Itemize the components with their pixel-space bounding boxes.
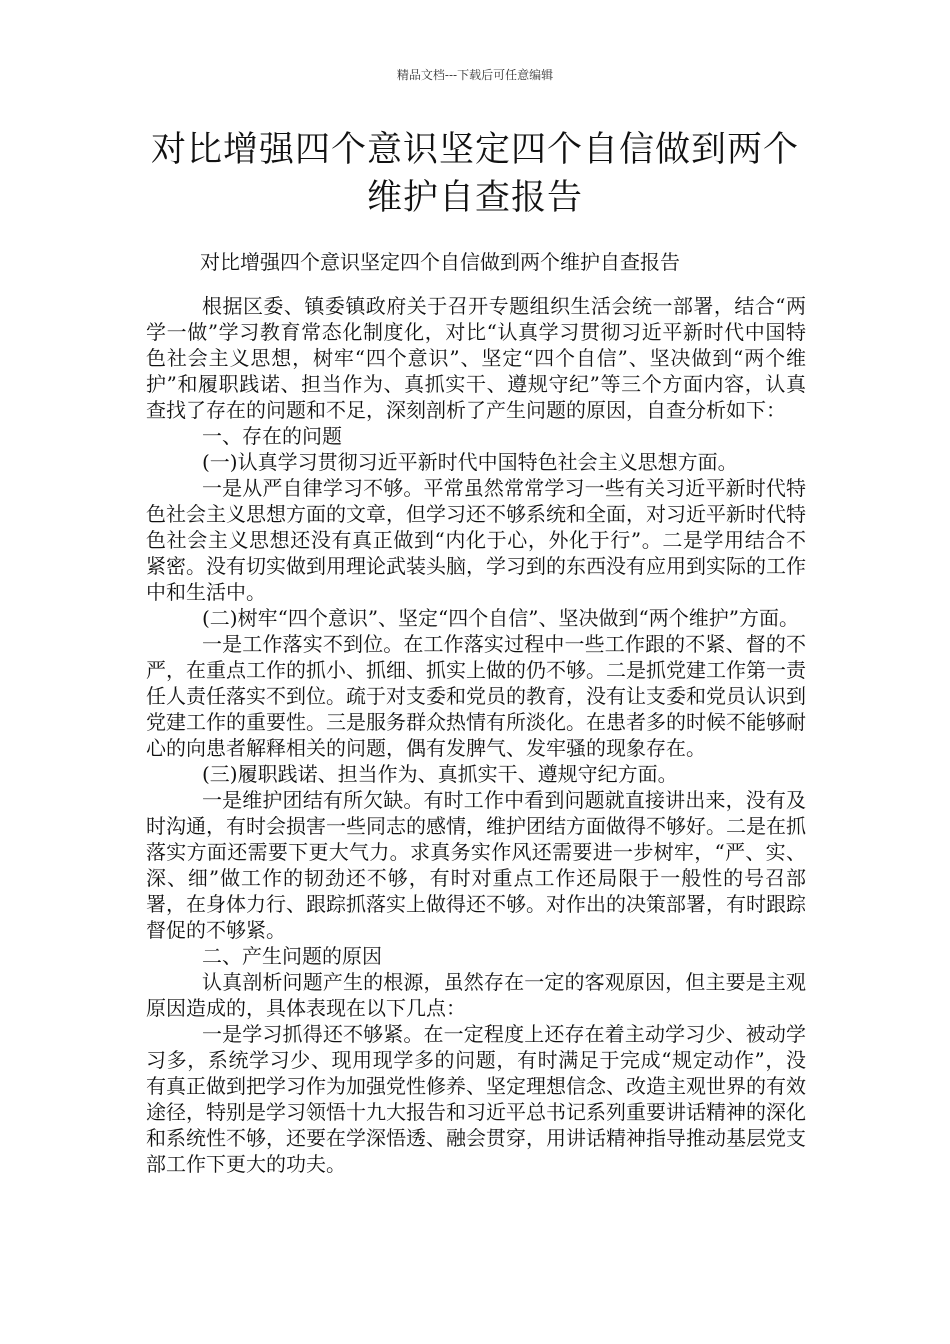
document-subtitle: 对比增强四个意识坚定四个自信做到两个维护自查报告 — [200, 250, 680, 274]
section-heading-problems: 一、存在的问题 — [202, 424, 342, 448]
paragraph-1: 一是从严自律学习不够。平常虽然常常学习一些有关习近平新时代特色社会主义思想方面的文章，但学习还不够系统和全面，对习近平新时代特色社会主义思想还没有真正做到“内化于心，外化于行”。二是学用结合不紧密。没有切实做到用理论武装头脑，学习到的东西没有应用到实际的工作中和生活中。 — [146, 476, 806, 604]
page-header: 精品文档---下载后可任意编辑 — [396, 68, 554, 82]
paragraph-causes-intro: 认真剖析问题产生的根源，虽然存在一定的客观原因，但主要是主观原因造成的，具体表现在以下几点： — [146, 970, 806, 1020]
subsection-heading-1: (一)认真学习贯彻习近平新时代中国特色社会主义思想方面。 — [202, 450, 738, 474]
paragraph-2: 一是工作落实不到位。在工作落实过程中一些工作跟的不紧、督的不严，在重点工作的抓小、抓细、抓实上做的仍不够。二是抓党建工作第一责任人责任落实不到位。疏于对支委和党员的教育，没有让支委和党员认识到党建工作的重要性。三是服务群众热情有所淡化。在患者多的时候不能够耐心的向患者解释相关的问题，偶有发脾气、发牢骚的现象存在。 — [146, 632, 806, 760]
section-heading-causes: 二、产生问题的原因 — [202, 944, 382, 968]
title-line-1: 对比增强四个意识坚定四个自信做到两个 — [150, 130, 799, 170]
paragraph-intro: 根据区委、镇委镇政府关于召开专题组织生活会统一部署，结合“两学一做”学习教育常态化制度化，对比“认真学习贯彻习近平新时代中国特色社会主义思想，树牢“四个意识”、坚定“四个自信”、坚决做到“两个维护”和履职践诺、担当作为、真抓实干、遵规守纪”等三个方面内容，认真查找了存在的问题和不足，深刻剖析了产生问题的原因，自查分析如下： — [146, 294, 806, 422]
paragraph-cause-1: 一是学习抓得还不够紧。在一定程度上还存在着主动学习少、被动学习多，系统学习少、现用现学多的问题，有时满足于完成“规定动作”，没有真正做到把学习作为加强党性修养、坚定理想信念、改造主观世界的有效途径，特别是学习领悟十九大报告和习近平总书记系列重要讲话精神的深化和系统性不够，还要在学深悟透、融会贯穿，用讲话精神指导推动基层党支部工作下更大的功夫。 — [146, 1022, 806, 1176]
paragraph-3: 一是维护团结有所欠缺。有时工作中看到问题就直接讲出来，没有及时沟通，有时会损害一些同志的感情，维护团结方面做得不够好。二是在抓落实方面还需要下更大气力。求真务实作风还需要进一步树牢，“严、实、深、细”做工作的韧劲还不够，有时对重点工作还局限于一般性的号召部署，在身体力行、跟踪抓落实上做得还不够。对作出的决策部署，有时跟踪督促的不够紧。 — [146, 788, 806, 942]
document-title — [140, 126, 810, 222]
title-line-2: 维护自查报告 — [366, 178, 583, 218]
document-body — [146, 293, 806, 1177]
subsection-heading-3: (三)履职践诺、担当作为、真抓实干、遵规守纪方面。 — [202, 762, 678, 786]
subsection-heading-2: (二)树牢“四个意识”、坚定“四个自信”、坚决做到“两个维护”方面。 — [202, 606, 799, 630]
